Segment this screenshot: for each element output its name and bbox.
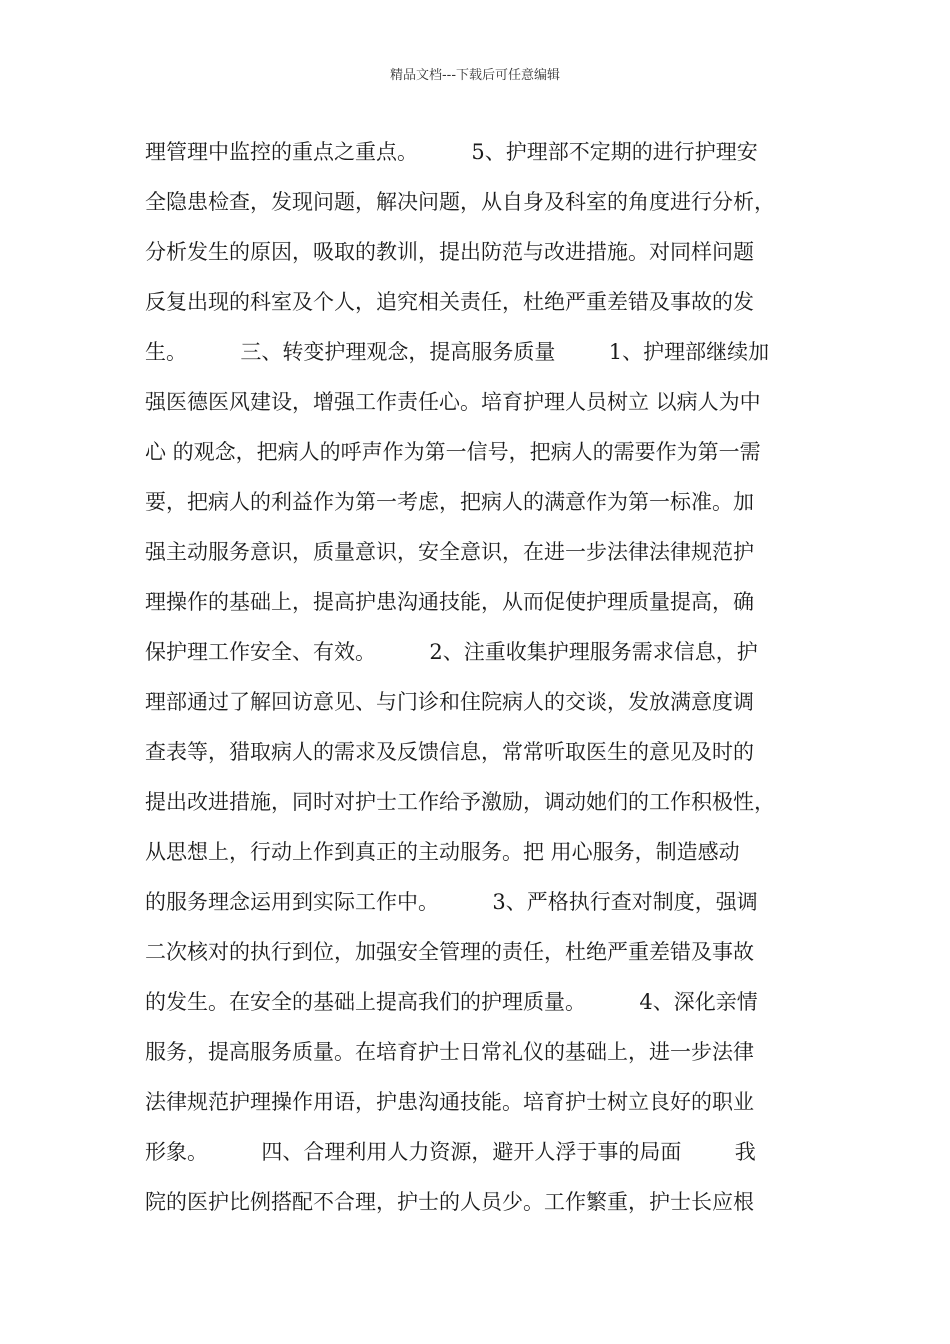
- text-line: 反复出现的科室及个人，追究相关责任，杜绝严重差错及事故的发: [145, 290, 754, 314]
- document-body: [145, 127, 810, 1227]
- text-line: 全隐患检查，发现问题，解决问题，从自身及科室的角度进行分析，: [145, 190, 775, 214]
- text-line: 法律规范护理操作用语，护患沟通技能。培育护士树立良好的职业: [145, 1090, 754, 1114]
- text-line: 分析发生的原因，吸取的教训，提出防范与改进措施。对同样问题: [145, 240, 754, 264]
- text-line: 心 的观念，把病人的呼声作为第一信号，把病人的需要作为第一需: [145, 440, 761, 464]
- text-line: 查表等，猎取病人的需求及反馈信息，常常听取医生的意见及时的: [145, 740, 754, 764]
- text-line: 保护理工作安全、有效。 2、注重收集护理服务需求信息，护: [145, 640, 758, 664]
- text-line: 要，把病人的利益作为第一考虑，把病人的满意作为第一标准。加: [145, 490, 754, 514]
- text-line: 强主动服务意识，质量意识，安全意识，在进一步法律法律规范护: [145, 540, 754, 564]
- page-header: 精品文档---下载后可任意编辑: [389, 68, 561, 83]
- text-line: 的服务理念运用到实际工作中。 3、严格执行查对制度，强调: [145, 890, 758, 914]
- text-line: 形象。 四、合理利用人力资源，避开人浮于事的局面 我: [145, 1140, 756, 1164]
- text-line: 提出改进措施，同时对护士工作给予激励，调动她们的工作积极性，: [145, 790, 775, 814]
- text-line: 二次核对的执行到位，加强安全管理的责任，杜绝严重差错及事故: [145, 940, 754, 964]
- text-line: 理操作的基础上，提高护患沟通技能，从而促使护理质量提高，确: [145, 590, 754, 614]
- text-line: 院的医护比例搭配不合理，护士的人员少。工作繁重，护士长应根: [145, 1190, 754, 1214]
- text-line: 理部通过了解回访意见、与门诊和住院病人的交谈，发放满意度调: [145, 690, 754, 714]
- text-line: 从思想上，行动上作到真正的主动服务。把 用心服务，制造感动: [145, 840, 740, 864]
- text-line: 服务，提高服务质量。在培育护士日常礼仪的基础上，进一步法律: [145, 1040, 754, 1064]
- text-line: 的发生。在安全的基础上提高我们的护理质量。 4、深化亲情: [145, 990, 758, 1014]
- text-line: 理管理中监控的重点之重点。 5、护理部不定期的进行护理安: [145, 140, 758, 164]
- text-line: 生。 三、转变护理观念，提高服务质量 1、护理部继续加: [145, 340, 770, 364]
- text-line: 强医德医风建设，增强工作责任心。培育护理人员树立 以病人为中: [145, 390, 761, 414]
